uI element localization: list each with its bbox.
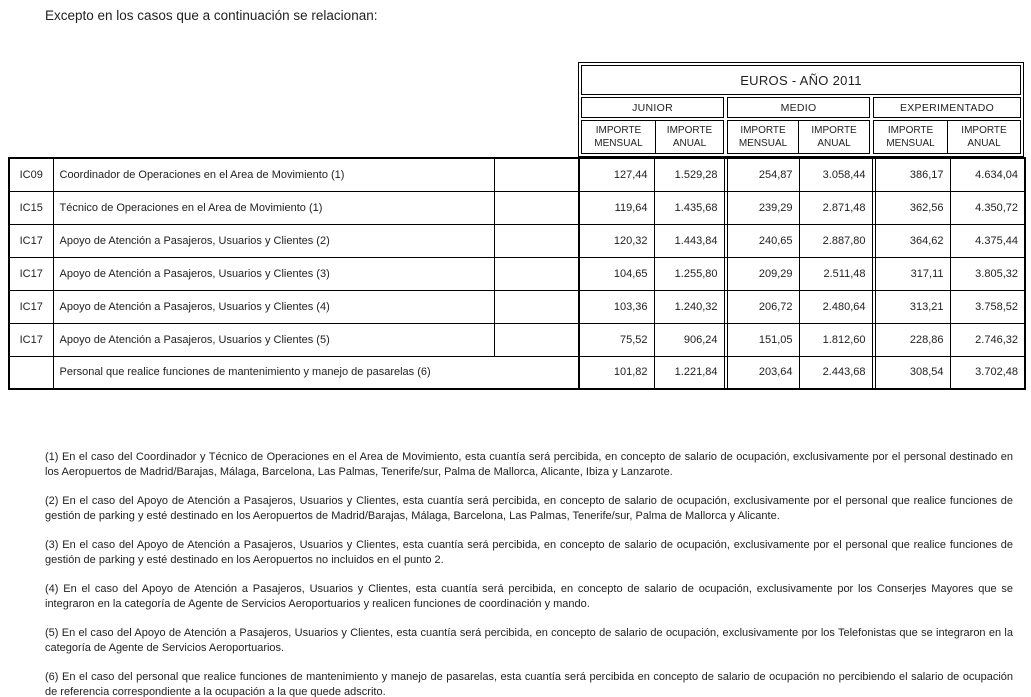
experimentado-anual-value: 4.634,04 (950, 158, 1025, 191)
junior-mensual-value: 101,82 (579, 356, 654, 389)
row-code (9, 356, 53, 389)
experimentado-mensual-value: 228,86 (875, 323, 950, 356)
junior-anual-value: 1.240,32 (654, 290, 724, 323)
row-code: IC15 (9, 191, 53, 224)
row-description: Apoyo de Atención a Pasajeros, Usuarios y Clientes (3) (53, 257, 494, 290)
sub-header-group-junior (581, 120, 724, 154)
table-row (9, 257, 1025, 290)
row-code: IC17 (9, 257, 53, 290)
sub-header-line1: IMPORTE (740, 125, 786, 136)
sub-header-line2: ANUAL (967, 138, 1001, 149)
medio-anual-value: 2.887,80 (799, 224, 872, 257)
row-code: IC17 (9, 224, 53, 257)
sub-header-experimentado-mensual (874, 121, 947, 153)
sub-header-line2: ANUAL (672, 138, 707, 149)
row-code: IC09 (9, 158, 53, 191)
row-code: IC17 (9, 290, 53, 323)
medio-anual-value: 2.480,64 (799, 290, 872, 323)
medio-mensual-value: 203,64 (727, 356, 799, 389)
junior-mensual-value: 103,36 (579, 290, 654, 323)
table-row (9, 290, 1025, 323)
sub-header-medio-anual (798, 121, 869, 153)
row-description: Apoyo de Atención a Pasajeros, Usuarios y Clientes (5) (53, 323, 494, 356)
sub-header-line2: MENSUAL (594, 138, 643, 149)
sub-header-line1: IMPORTE (595, 125, 642, 136)
table-row (9, 356, 1025, 389)
sub-header-line1: IMPORTE (666, 125, 713, 136)
medio-anual-value: 2.871,48 (799, 191, 872, 224)
row-description: Coordinador de Operaciones en el Area de Movimiento (1) (53, 158, 494, 191)
sub-header-medio-mensual (728, 121, 798, 153)
medio-mensual-value: 254,87 (727, 158, 799, 191)
junior-mensual-value: 127,44 (579, 158, 654, 191)
experimentado-anual-value: 3.758,52 (950, 290, 1025, 323)
sub-header-junior-anual (655, 121, 723, 153)
sub-header-experimentado-anual (947, 121, 1020, 153)
table-row (9, 323, 1025, 356)
row-code: IC17 (9, 323, 53, 356)
junior-anual-value: 906,24 (654, 323, 724, 356)
sub-header-line1: IMPORTE (811, 125, 857, 136)
junior-mensual-value: 75,52 (579, 323, 654, 356)
sub-header-line2: ANUAL (817, 138, 851, 149)
spacer-cell (494, 158, 579, 191)
sub-header-row (581, 120, 1021, 154)
medio-anual-value: 1.812,60 (799, 323, 872, 356)
table-row (9, 158, 1025, 191)
spacer-cell (494, 290, 579, 323)
sub-header-junior-mensual (582, 121, 655, 153)
medio-anual-value: 3.058,44 (799, 158, 872, 191)
medio-mensual-value: 239,29 (727, 191, 799, 224)
medio-anual-value: 2.443,68 (799, 356, 872, 389)
sub-header-line1: IMPORTE (887, 125, 934, 136)
junior-mensual-value: 104,65 (579, 257, 654, 290)
experimentado-mensual-value: 362,56 (875, 191, 950, 224)
medio-mensual-value: 240,65 (727, 224, 799, 257)
sub-header-line1: IMPORTE (961, 125, 1007, 136)
experimentado-anual-value: 4.375,44 (950, 224, 1025, 257)
medio-mensual-value: 209,29 (727, 257, 799, 290)
junior-anual-value: 1.221,84 (654, 356, 724, 389)
footnotes-section (45, 450, 1013, 697)
junior-anual-value: 1.435,68 (654, 191, 724, 224)
group-header-junior: JUNIOR (581, 97, 724, 118)
group-header-medio: MEDIO (727, 97, 870, 118)
experimentado-anual-value: 2.746,32 (950, 323, 1025, 356)
spacer-cell (494, 323, 579, 356)
sub-header-line2: MENSUAL (886, 138, 935, 149)
footnote-4: (4) En el caso del Apoyo de Atención a Pasajeros, Usuarios y Clientes, esta cuantía será percibida, en concepto de salario de ocupación, exclusivamente por los Conserjes Mayores que se integraron en la categoría de Agente de Servicios Aeroportuarios y realicen funciones de coordinación y mando. (45, 583, 1013, 610)
sub-header-group-medio (727, 120, 870, 154)
table-title: EUROS - AÑO 2011 (581, 65, 1021, 95)
experimentado-anual-value: 3.805,32 (950, 257, 1025, 290)
spacer-cell (494, 224, 579, 257)
footnote-1: (1) En el caso del Coordinador y Técnico de Operaciones en el Area de Movimiento, esta cuantía será percibida, en concepto de salario de ocupación, exclusivamente por el personal destinado en los Aeropuertos de Madrid/Barajas, Málaga, Barcelona, Las Palmas, Tenerife/sur, Palma de Mallorca, Alicante, Ibiza y Lanzarote. (45, 451, 1013, 478)
table-header-block (578, 62, 1024, 157)
spacer-cell (494, 191, 579, 224)
row-description: Apoyo de Atención a Pasajeros, Usuarios y Clientes (2) (53, 224, 494, 257)
junior-anual-value: 1.255,80 (654, 257, 724, 290)
junior-anual-value: 1.529,28 (654, 158, 724, 191)
experimentado-mensual-value: 308,54 (875, 356, 950, 389)
medio-mensual-value: 151,05 (727, 323, 799, 356)
experimentado-anual-value: 3.702,48 (950, 356, 1025, 389)
experimentado-mensual-value: 364,62 (875, 224, 950, 257)
table-row (9, 191, 1025, 224)
medio-mensual-value: 206,72 (727, 290, 799, 323)
junior-anual-value: 1.443,84 (654, 224, 724, 257)
sub-header-line2: MENSUAL (738, 138, 788, 149)
intro-text: Excepto en los casos que a continuación se relacionan: (45, 8, 378, 23)
experimentado-mensual-value: 313,21 (875, 290, 950, 323)
table-row (9, 224, 1025, 257)
experimentado-mensual-value: 386,17 (875, 158, 950, 191)
experimentado-anual-value: 4.350,72 (950, 191, 1025, 224)
junior-mensual-value: 119,64 (579, 191, 654, 224)
row-description: Técnico de Operaciones en el Area de Movimiento (1) (53, 191, 494, 224)
experimentado-mensual-value: 317,11 (875, 257, 950, 290)
footnote-3: (3) En el caso del Apoyo de Atención a Pasajeros, Usuarios y Clientes, esta cuantía será percibida, en concepto de salario de ocupación, exclusivamente por el personal que realice funciones de gestión de parking y esté destinado en los Aeropuertos no incluidos en el punto 2. (45, 539, 1013, 566)
footnote-6: (6) En el caso del personal que realice funciones de mantenimiento y manejo de pasarelas, esta cuantía será percibida en concepto de salario de ocupación no percibiendo el salario de ocupación de referencia correspondiente a la ocupación a la que quede adscrito. (45, 671, 1013, 697)
group-header-experimentado: EXPERIMENTADO (873, 97, 1021, 118)
sub-header-group-experimentado (873, 120, 1021, 154)
spacer-cell (494, 257, 579, 290)
medio-anual-value: 2.511,48 (799, 257, 872, 290)
row-description: Personal que realice funciones de mantenimiento y manejo de pasarelas (6) (53, 356, 579, 389)
salary-table (8, 157, 1026, 390)
footnote-5: (5) En el caso del Apoyo de Atención a Pasajeros, Usuarios y Clientes, esta cuantía será percibida, en concepto de salario de ocupación, exclusivamente por los Telefonistas que se integraron en la categoría de Agente de Servicios Aeroportuarios. (45, 627, 1013, 654)
junior-mensual-value: 120,32 (579, 224, 654, 257)
row-description: Apoyo de Atención a Pasajeros, Usuarios y Clientes (4) (53, 290, 494, 323)
footnote-2: (2) En el caso del Apoyo de Atención a Pasajeros, Usuarios y Clientes, esta cuantía será percibida, en concepto de salario de ocupación, exclusivamente por el personal que realice funciones de gestión de parking y esté destinado en los Aeropuertos de Madrid/Barajas, Málaga, Barcelona, Las Palmas, Tenerife/sur, Palma de Mallorca y Alicante. (45, 495, 1013, 522)
group-header-row (581, 97, 1021, 118)
